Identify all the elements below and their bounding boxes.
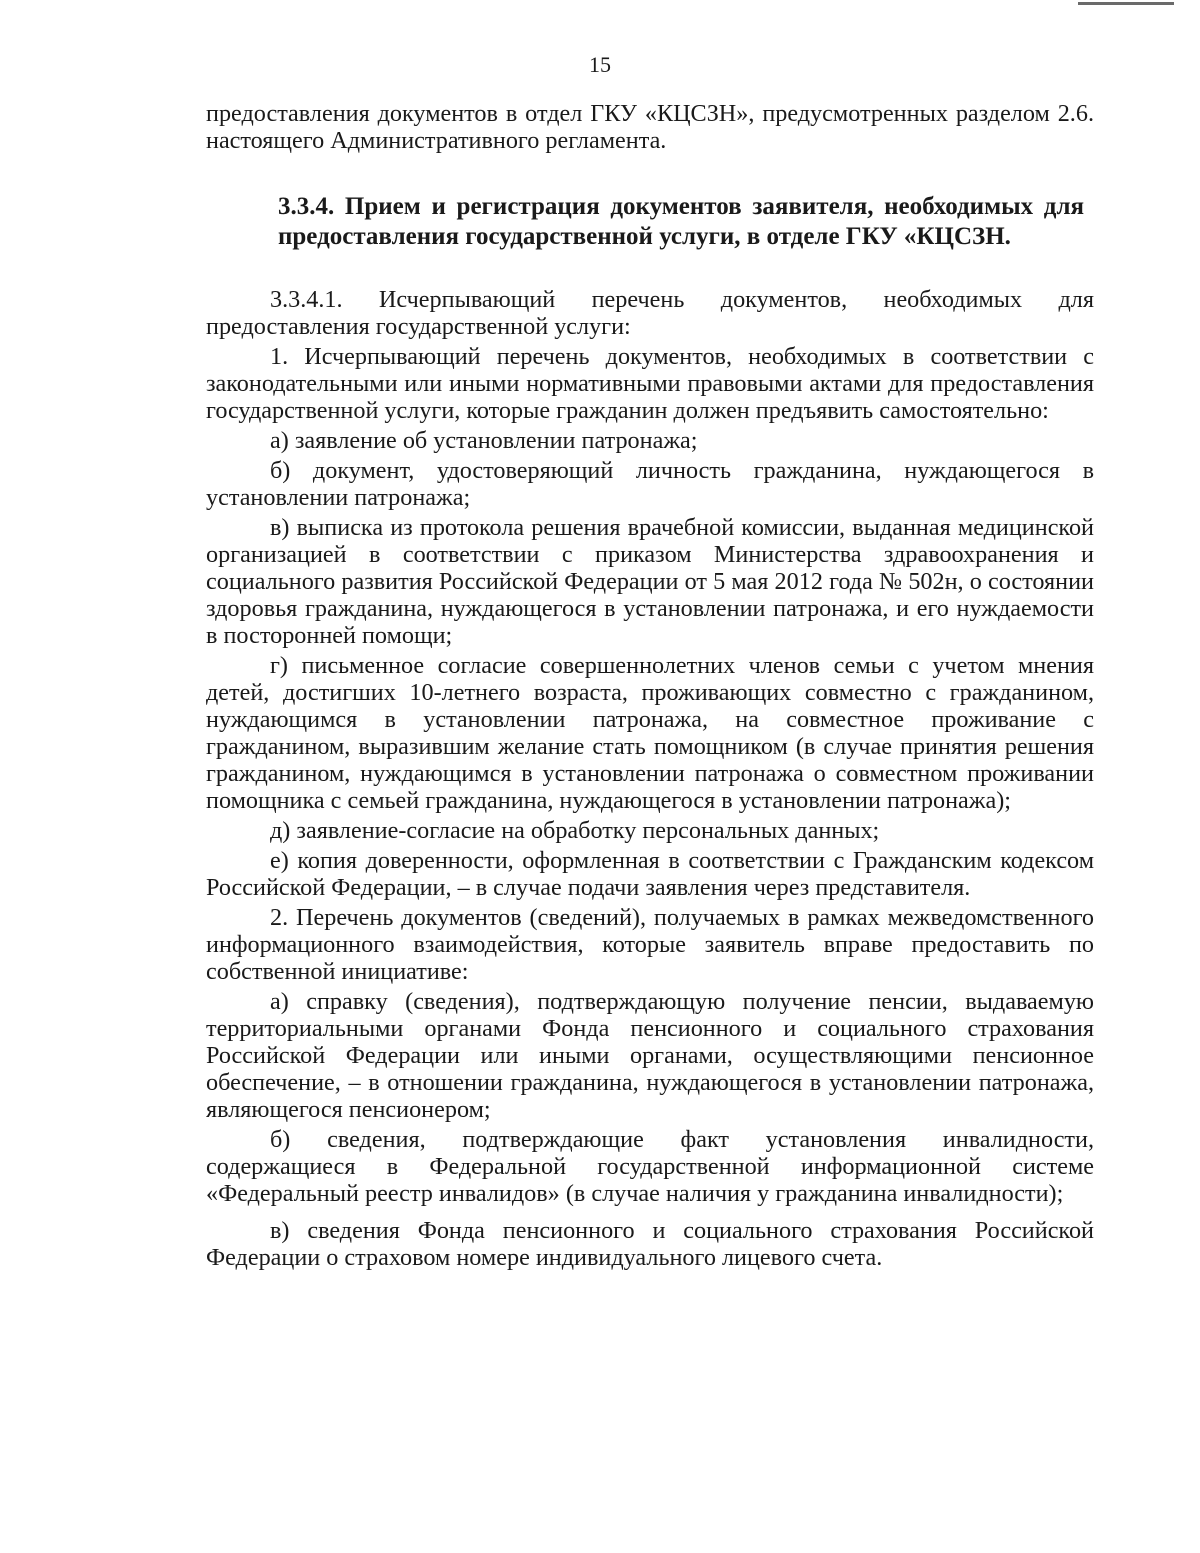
scan-edge-mark [1078,2,1174,5]
paragraph-item-1b: б) документ, удостоверяющий личность гражданина, нуждающегося в установлении патронажа; [206,457,1094,511]
section-heading: 3.3.4. Прием и регистрация документов заявителя, необходимых для предоставления государственной услуги, в отделе ГКУ «КЦСЗН. [278,193,1084,250]
intro-continuation: предоставления документов в отдел ГКУ «КЦСЗН», предусмотренных разделом 2.6. настоящего Административного регламента. [206,100,1094,154]
paragraph-item-1d: д) заявление-согласие на обработку персональных данных; [270,817,880,844]
paragraph-item-2: 2. Перечень документов (сведений), получаемых в рамках межведомственного информационного взаимодействия, которые заявитель вправе предоставить по собственной инициативе: [206,904,1094,985]
paragraph-item-2a: а) справку (сведения), подтверждающую получение пенсии, выдаваемую территориальными органами Фонда пенсионного и социального страхования Российской Федерации или иными органами, осуществляющими пенсионное обеспечение, – в отношении гражданина, нуждающегося в установлении патронажа, являющегося пенсионером; [206,988,1094,1123]
paragraph-item-1: 1. Исчерпывающий перечень документов, необходимых в соответствии с законодательными или иными нормативными правовыми актами для предоставления государственной услуги, которые гражданин должен предъявить самостоятельно: [206,343,1094,424]
paragraph-item-2v: в) сведения Фонда пенсионного и социального страхования Российской Федерации о страховом номере индивидуального лицевого счета. [206,1217,1094,1271]
document-body [206,100,1094,1274]
paragraph-item-2b: б) сведения, подтверждающие факт установления инвалидности, содержащиеся в Федеральной государственной информационной системе «Федеральный реестр инвалидов» (в случае наличия у гражданина инвалидности); [206,1126,1094,1207]
paragraph-item-1v: в) выписка из протокола решения врачебной комиссии, выданная медицинской организацией в соответствии с приказом Министерства здравоохранения и социального развития Российской Федерации от 5 мая 2012 года № 502н, о состоянии здоровья гражданина, нуждающегося в установлении патронажа, и его нуждаемости в посторонней помощи; [206,514,1094,649]
paragraph-item-1a: а) заявление об установлении патронажа; [270,427,698,454]
paragraph-3-3-4-1: 3.3.4.1. Исчерпывающий перечень документов, необходимых для предоставления государственной услуги: [206,286,1094,340]
paragraph-item-1g: г) письменное согласие совершеннолетних членов семьи с учетом мнения детей, достигших 10-летнего возраста, проживающих совместно с гражданином, нуждающимся в установлении патронажа, на совместное проживание с гражданином, выразившим желание стать помощником (в случае принятия решения гражданином, нуждающимся в установлении патронажа о совместном проживании помощника с семьей гражданина, нуждающегося в установлении патронажа); [206,652,1094,814]
paragraph-item-1e: е) копия доверенности, оформленная в соответствии с Гражданским кодексом Российской Федерации, – в случае подачи заявления через представителя. [206,847,1094,901]
page-number: 15 [589,52,611,77]
